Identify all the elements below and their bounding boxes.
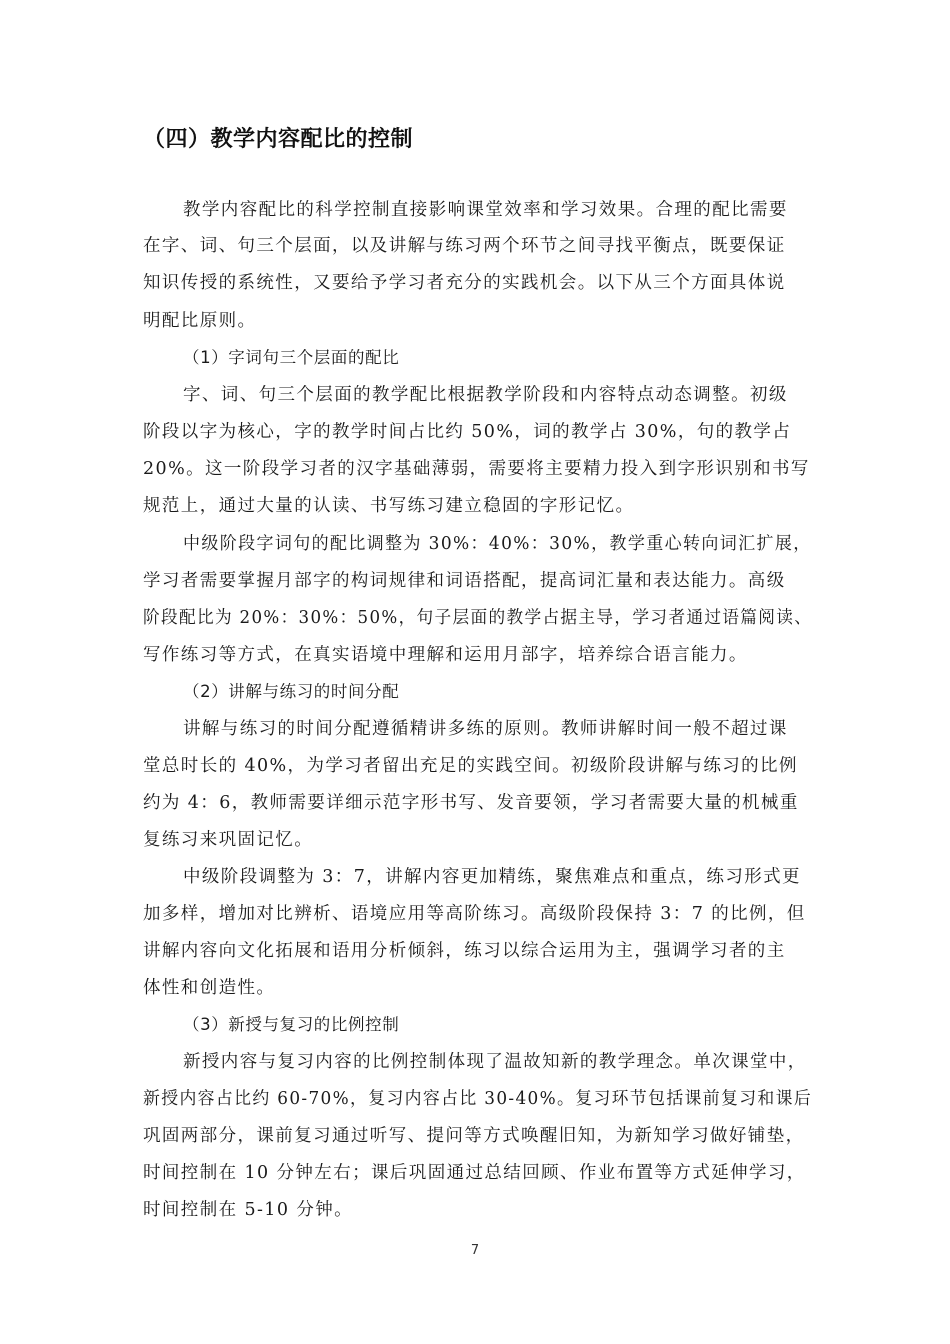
subheading: （3）新授与复习的比例控制 bbox=[183, 1015, 400, 1034]
paragraph-line: 在字、词、句三个层面，以及讲解与练习两个环节之间寻找平衡点，既要保证 bbox=[143, 236, 786, 256]
paragraph-line: 讲解与练习的时间分配遵循精讲多练的原则。教师讲解时间一般不超过课 bbox=[183, 719, 788, 739]
subheading: （1）字词句三个层面的配比 bbox=[183, 348, 400, 367]
paragraph-line: 阶段配比为 20%：30%：50%，句子层面的教学占据主导，学习者通过语篇阅读、 bbox=[143, 608, 813, 628]
paragraph-line: 时间控制在 5-10 分钟。 bbox=[143, 1200, 354, 1220]
paragraph-line: 知识传授的系统性，又要给予学习者充分的实践机会。以下从三个方面具体说 bbox=[143, 273, 786, 293]
paragraph-line: 中级阶段调整为 3：7，讲解内容更加精练，聚焦难点和重点，练习形式更 bbox=[183, 867, 801, 887]
paragraph-line: 中级阶段字词句的配比调整为 30%：40%：30%，教学重心转向词汇扩展， bbox=[183, 534, 812, 554]
paragraph-line: 新授内容占比约 60-70%，复习内容占比 30-40%。复习环节包括课前复习和课后 bbox=[143, 1089, 813, 1109]
subheading: （2）讲解与练习的时间分配 bbox=[183, 682, 400, 701]
paragraph-line: 约为 4：6，教师需要详细示范字形书写、发音要领，学习者需要大量的机械重 bbox=[143, 793, 799, 813]
paragraph-line: 堂总时长的 40%，为学习者留出充足的实践空间。初级阶段讲解与练习的比例 bbox=[143, 756, 798, 776]
paragraph-line: 体性和创造性。 bbox=[143, 978, 276, 998]
paragraph-line: 讲解内容向文化拓展和语用分析倾斜，练习以综合运用为主，强调学习者的主 bbox=[143, 941, 786, 961]
paragraph-line: 写作练习等方式，在真实语境中理解和运用月部字，培养综合语言能力。 bbox=[143, 645, 748, 665]
paragraph-line: 复练习来巩固记忆。 bbox=[143, 830, 314, 850]
section-heading: （四）教学内容配比的控制 bbox=[143, 127, 414, 152]
paragraph-line: 学习者需要掌握月部字的构词规律和词语搭配，提高词汇量和表达能力。高级 bbox=[143, 571, 786, 591]
page-number: 7 bbox=[470, 1243, 480, 1258]
paragraph-line: 明配比原则。 bbox=[143, 311, 257, 331]
paragraph-line: 加多样，增加对比辨析、语境应用等高阶练习。高级阶段保持 3：7 的比例，但 bbox=[143, 904, 806, 924]
paragraph-line: 新授内容与复习内容的比例控制体现了温故知新的教学理念。单次课堂中， bbox=[183, 1052, 807, 1072]
paragraph-line: 教学内容配比的科学控制直接影响课堂效率和学习效果。合理的配比需要 bbox=[183, 200, 788, 220]
paragraph-line: 时间控制在 10 分钟左右；课后巩固通过总结回顾、作业布置等方式延伸学习， bbox=[143, 1163, 806, 1183]
paragraph-line: 规范上，通过大量的认读、书写练习建立稳固的字形记忆。 bbox=[143, 496, 635, 516]
paragraph-line: 巩固两部分，课前复习通过听写、提问等方式唤醒旧知，为新知学习做好铺垫， bbox=[143, 1126, 805, 1146]
paragraph-line: 20%。这一阶段学习者的汉字基础薄弱，需要将主要精力投入到字形识别和书写 bbox=[143, 459, 810, 479]
paragraph-line: 阶段以字为核心，字的教学时间占比约 50%，词的教学占 30%，句的教学占 bbox=[143, 422, 792, 442]
paragraph-line: 字、词、句三个层面的教学配比根据教学阶段和内容特点动态调整。初级 bbox=[183, 385, 788, 405]
